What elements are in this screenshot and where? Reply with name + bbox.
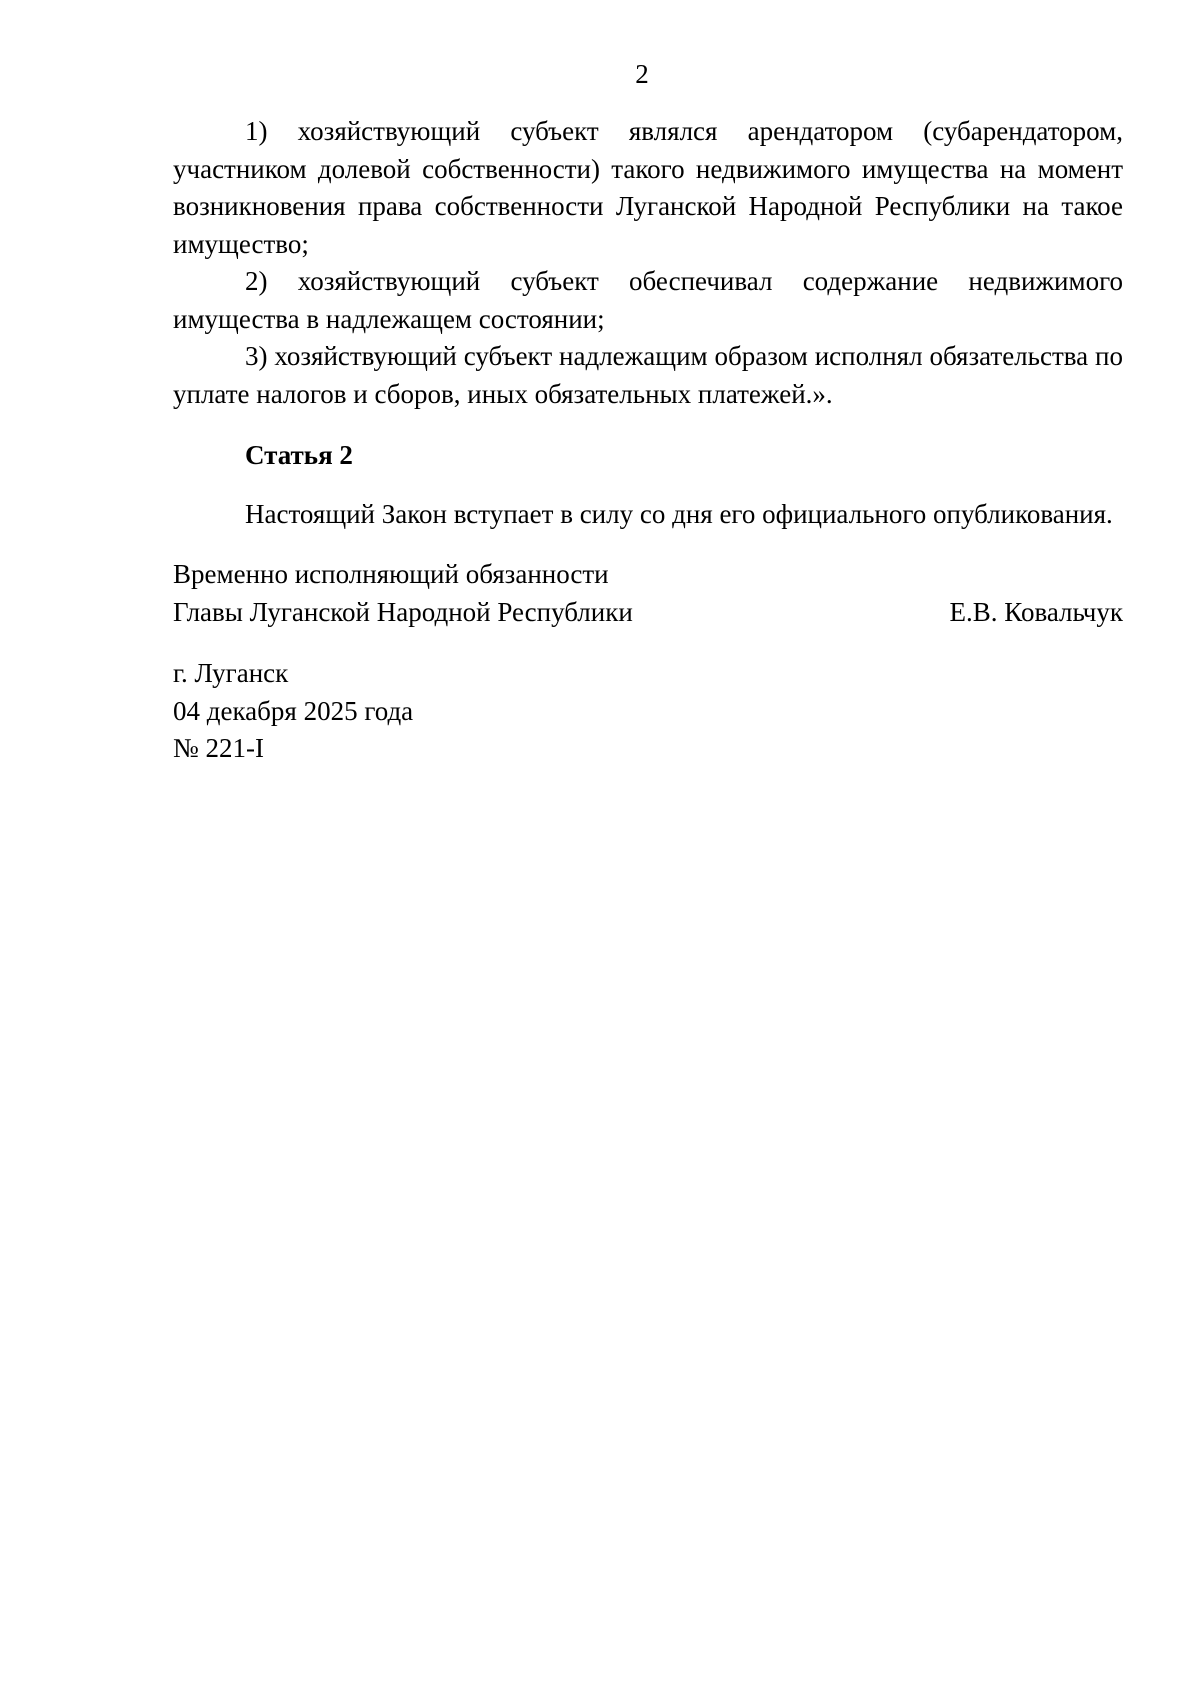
signature-block	[173, 556, 1123, 631]
signatory-title-line2: Главы Луганской Народной Республики	[173, 596, 633, 627]
signatory-title-line1: Временно исполняющий обязанности	[173, 559, 609, 589]
list-item-1: 1) хозяйствующий субъект являлся арендатором (субарендатором, участником долевой собственности) такого недвижимого имущества на момент возникновения права собственности Луганской Народной Республики на такое имущество;	[173, 116, 1123, 259]
article-text: Настоящий Закон вступает в силу со дня его официального опубликования.	[245, 498, 1113, 529]
city: г. Луганск	[173, 658, 289, 688]
place-date-block	[173, 655, 1123, 768]
article-heading: Статья 2	[245, 440, 353, 470]
law-number: № 221-I	[173, 733, 264, 763]
list-item-3: 3) хозяйствующий субъект надлежащим образом исполнял обязательства по уплате налогов и сборов, иных обязательных платежей.».	[173, 341, 1123, 409]
signatory-name: Е.В. Ковальчук	[949, 596, 1123, 627]
signature-row	[173, 594, 1123, 632]
page-number: 2	[635, 59, 649, 89]
document-body	[173, 113, 1123, 768]
list-item-2: 2) хозяйствующий субъект обеспечивал содержание недвижимого имущества в надлежащем состоянии;	[173, 266, 1123, 334]
date: 04 декабря 2025 года	[173, 695, 414, 726]
